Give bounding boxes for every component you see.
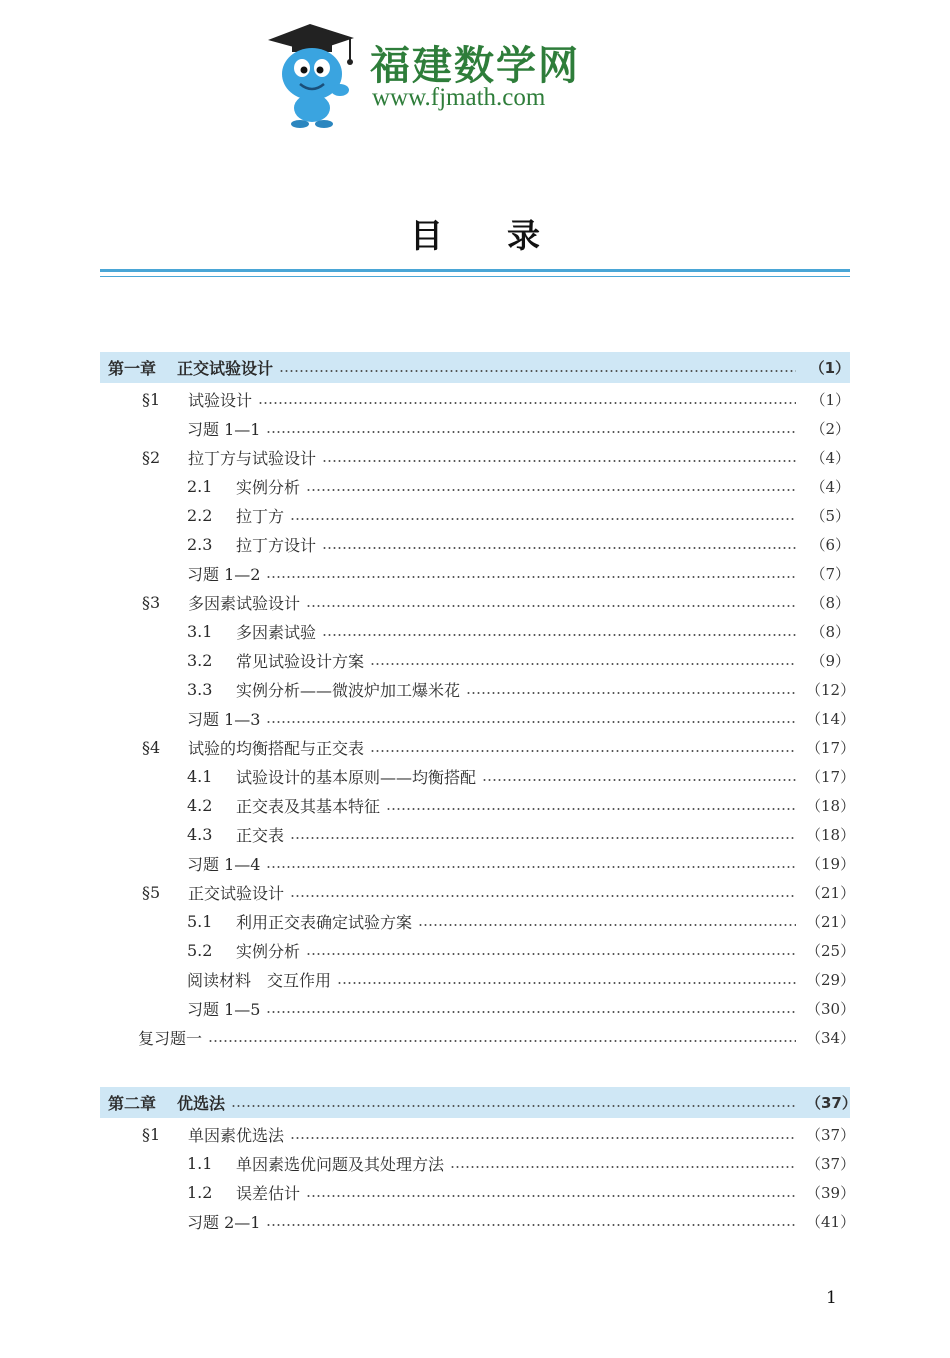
toc-subsection-row[interactable] [100, 501, 850, 530]
page-ref: （21） [806, 913, 856, 931]
dot-leader [279, 370, 796, 372]
site-logo [262, 20, 602, 130]
dot-leader [266, 866, 796, 868]
entry-number: 4.1 [187, 767, 213, 786]
page-ref: （8） [810, 594, 850, 612]
page-ref: （37） [806, 1155, 856, 1173]
brand-url[interactable]: www.fjmath.com [372, 84, 546, 111]
entry-number: 2.3 [187, 535, 213, 554]
toc-subsection-row[interactable] [100, 994, 856, 1023]
entry-title: 误差估计 [236, 1184, 301, 1203]
page-ref: （19） [806, 855, 856, 873]
entry-title: 拉丁方设计 [236, 536, 317, 555]
page-ref: （2） [810, 420, 850, 438]
entry-title: 实例分析 [236, 942, 301, 961]
toc-section-row[interactable] [100, 733, 856, 762]
entry-title: 多因素试验设计 [188, 594, 301, 613]
entry-title: 利用正交表确定试验方案 [236, 913, 413, 932]
page-ref: （14） [806, 710, 856, 728]
entry-title: 习题 2—1 [187, 1213, 261, 1232]
dot-leader [290, 1137, 796, 1139]
toc-section-row[interactable] [100, 443, 850, 472]
toc-subsection-row[interactable] [100, 617, 850, 646]
toc-subsection-row[interactable] [100, 530, 850, 559]
entry-title: 拉丁方与试验设计 [188, 449, 317, 468]
toc-section-row[interactable] [100, 1120, 856, 1149]
dot-leader [266, 576, 796, 578]
entry-title: 正交表 [236, 826, 285, 845]
chapter-title: 优选法 [177, 1094, 226, 1113]
page-ref: （4） [810, 449, 850, 467]
toc-subsection-row[interactable] [100, 791, 856, 820]
dot-leader [290, 895, 796, 897]
entry-title: 习题 1—4 [187, 855, 261, 874]
page-ref: （18） [806, 826, 856, 844]
toc-subsection-row[interactable] [100, 1149, 856, 1178]
entry-title: 复习题一 [138, 1029, 203, 1048]
page-ref: （39） [806, 1184, 856, 1202]
toc-subsection-row[interactable] [100, 762, 856, 791]
dot-leader [322, 460, 796, 462]
page-ref: （30） [806, 1000, 856, 1018]
toc-section-row[interactable] [100, 588, 850, 617]
page-number: 1 [826, 1288, 837, 1308]
toc-subsection-row[interactable] [100, 849, 856, 878]
title-rule-thin [100, 276, 850, 277]
title-rule-thick [100, 269, 850, 272]
entry-title: 实例分析——微波炉加工爆米花 [236, 681, 461, 700]
dot-leader [290, 837, 796, 839]
entry-title: 阅读材料 交互作用 [187, 971, 332, 990]
chapter-label: 第二章 [108, 1094, 157, 1113]
toc-section-row[interactable] [100, 385, 850, 414]
dot-leader [231, 1105, 796, 1107]
dot-leader [370, 663, 796, 665]
dot-leader [258, 402, 796, 404]
dot-leader [418, 924, 796, 926]
entry-title: 多因素试验 [236, 623, 317, 642]
dot-leader [322, 634, 796, 636]
entry-title: 习题 1—3 [187, 710, 261, 729]
dot-leader [337, 982, 796, 984]
page-ref: （25） [806, 942, 856, 960]
entry-title: 正交表及其基本特征 [236, 797, 381, 816]
entry-number: §1 [142, 1125, 161, 1144]
page-ref: （8） [810, 623, 850, 641]
page-ref: （7） [810, 565, 850, 583]
dot-leader [450, 1166, 796, 1168]
entry-title: 试验设计的基本原则——均衡搭配 [236, 768, 477, 787]
chapter-title: 正交试验设计 [177, 359, 274, 378]
entry-number: 2.2 [187, 506, 213, 525]
dot-leader [266, 1011, 796, 1013]
toc-subsection-row[interactable] [100, 704, 856, 733]
dot-leader [322, 547, 796, 549]
entry-number: 4.3 [187, 825, 213, 844]
dot-leader [370, 750, 796, 752]
dot-leader [266, 721, 796, 723]
entry-number: §1 [142, 390, 161, 409]
page-ref: （17） [806, 739, 856, 757]
dot-leader [208, 1040, 796, 1042]
entry-number: §3 [142, 593, 161, 612]
toc-chapter-row[interactable] [100, 1087, 857, 1118]
toc-subsection-row[interactable] [100, 1178, 856, 1207]
entry-number: 4.2 [187, 796, 213, 815]
entry-number: 5.2 [187, 941, 213, 960]
page-ref: （5） [810, 507, 850, 525]
title-char-1: 目 [410, 216, 507, 255]
dot-leader [266, 431, 796, 433]
page-ref: （34） [806, 1029, 856, 1047]
dot-leader [466, 692, 796, 694]
entry-title: 常见试验设计方案 [236, 652, 365, 671]
page-ref: （12） [806, 681, 856, 699]
dot-leader [290, 518, 796, 520]
toc-chapter-row[interactable] [100, 352, 850, 383]
toc-subsection-row[interactable] [100, 472, 850, 501]
toc-review-row[interactable] [100, 1023, 856, 1052]
toc-subsection-row[interactable] [100, 1207, 856, 1236]
dot-leader [386, 808, 796, 810]
dot-leader [306, 489, 796, 491]
entry-title: 单因素优选法 [188, 1126, 285, 1145]
entry-title: 试验的均衡搭配与正交表 [188, 739, 365, 758]
dot-leader [482, 779, 796, 781]
entry-number: 1.1 [187, 1154, 213, 1173]
page-ref: （1） [809, 359, 850, 377]
toc-subsection-row[interactable] [100, 559, 850, 588]
page-ref: （37） [806, 1126, 856, 1144]
page-ref: （29） [806, 971, 856, 989]
toc-subsection-row[interactable] [100, 675, 856, 704]
toc-section-row[interactable] [100, 878, 856, 907]
dot-leader [306, 1195, 796, 1197]
entry-number: §2 [142, 448, 161, 467]
page-ref: （37） [806, 1094, 857, 1112]
graduate-mascot-icon [262, 20, 362, 128]
entry-number: 3.2 [187, 651, 213, 670]
toc-subsection-row[interactable] [100, 820, 856, 849]
chapter-label: 第一章 [108, 359, 157, 378]
entry-title: 拉丁方 [236, 507, 285, 526]
entry-number: §4 [142, 738, 161, 757]
dot-leader [306, 605, 796, 607]
entry-title: 正交试验设计 [188, 884, 285, 903]
entry-title: 单因素选优问题及其处理方法 [236, 1155, 445, 1174]
entry-title: 习题 1—5 [187, 1000, 261, 1019]
page-ref: （1） [810, 391, 850, 409]
entry-title: 实例分析 [236, 478, 301, 497]
toc-subsection-row[interactable] [100, 936, 856, 965]
brand-name: 福建数学网 [370, 43, 580, 89]
entry-title: 试验设计 [188, 391, 253, 410]
entry-number: §5 [142, 883, 161, 902]
page-ref: （4） [810, 478, 850, 496]
entry-number: 1.2 [187, 1183, 213, 1202]
toc-subsection-row[interactable] [100, 414, 850, 443]
dot-leader [266, 1224, 796, 1226]
page-ref: （41） [806, 1213, 856, 1231]
page-ref: （6） [810, 536, 850, 554]
title-char-2: 录 [507, 216, 604, 255]
page-ref: （17） [806, 768, 856, 786]
entry-number: 3.1 [187, 622, 213, 641]
page-ref: （9） [810, 652, 850, 670]
page-ref: （18） [806, 797, 856, 815]
toc-subsection-row[interactable] [100, 907, 856, 936]
page-ref: （21） [806, 884, 856, 902]
toc-subsection-row[interactable] [100, 646, 850, 675]
entry-title: 习题 1—1 [187, 420, 261, 439]
entry-number: 5.1 [187, 912, 213, 931]
table-of-contents [100, 352, 857, 1236]
dot-leader [306, 953, 796, 955]
entry-number: 3.3 [187, 680, 213, 699]
toc-subsection-row[interactable] [100, 965, 856, 994]
entry-number: 2.1 [187, 477, 213, 496]
page-title [0, 210, 950, 257]
entry-title: 习题 1—2 [187, 565, 261, 584]
